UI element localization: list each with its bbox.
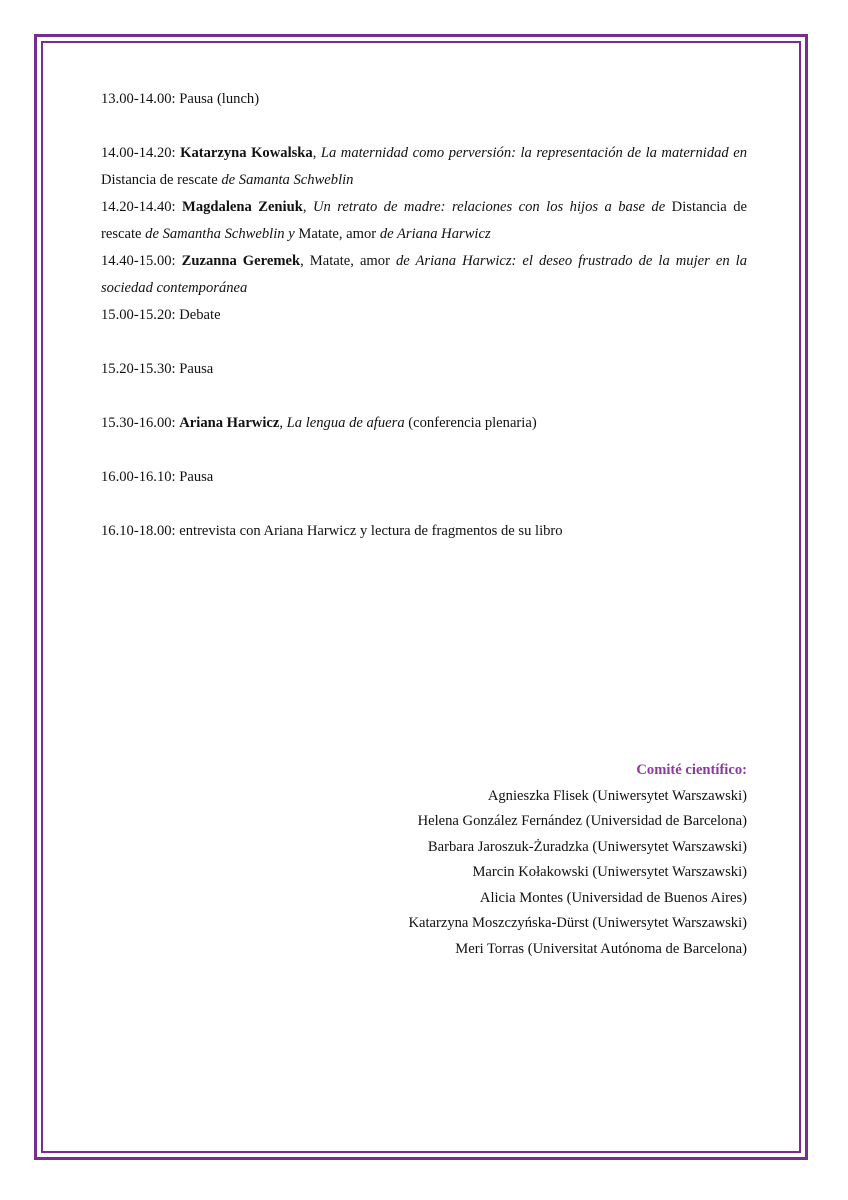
talk-title-italic: La maternidad como perversión: la representación de la maternidad en — [320, 145, 747, 161]
committee-member: Marcin Kołakowski (Uniwersytet Warszawski) — [472, 864, 747, 880]
entry-text: , Matate, amor — [300, 253, 396, 269]
committee-member: Meri Torras (Universitat Autónoma de Barcelona) — [455, 940, 747, 957]
entry-text: , — [312, 145, 321, 161]
entry-text: , — [279, 415, 287, 431]
entry-text: , — [302, 199, 313, 215]
committee-member: Barbara Jaroszuk-Żuradzka (Uniwersytet Warszawski) — [427, 838, 747, 855]
committee-member: Katarzyna Moszczyńska-Dürst (Uniwersytet Warszawski) — [408, 915, 747, 931]
speaker-name: Ariana Harwicz — [179, 415, 280, 431]
entry-text: entrevista con Ariana Harwicz y lectura de fragmentos de su libro — [175, 523, 563, 539]
entry-text: Distancia de rescate — [101, 172, 222, 188]
schedule-entry — [101, 194, 747, 248]
entry-time: 13.00-14.00: — [101, 91, 176, 107]
talk-title-italic: Un retrato de madre: relaciones con los hijos a base de — [312, 199, 666, 215]
scientific-committee — [247, 758, 747, 962]
schedule-entry — [101, 518, 747, 545]
speaker-name: Katarzyna Kowalska — [180, 145, 313, 161]
entry-time: 15.30-16.00: — [101, 415, 176, 431]
schedule-entry — [101, 140, 747, 194]
entry-time: 14.20-14.40: — [101, 199, 176, 215]
committee-title: Comité científico: — [636, 762, 747, 778]
schedule-entry — [101, 410, 747, 437]
program-schedule — [101, 86, 747, 545]
entry-text: Matate, amor — [294, 226, 380, 242]
schedule-entry — [101, 86, 747, 113]
schedule-entry — [101, 302, 747, 329]
committee-member: Helena González Fernández (Universidad de Barcelona) — [417, 813, 747, 829]
entry-text: Pausa — [175, 361, 214, 377]
entry-time: 14.40-15.00: — [101, 253, 176, 269]
entry-text: Pausa (lunch) — [175, 91, 260, 107]
talk-title-italic: de Samanta Schweblin — [221, 172, 354, 188]
speaker-name: Zuzanna Geremek — [181, 253, 301, 269]
talk-title-italic: de Ariana Harwicz — [379, 226, 491, 242]
entry-text: Distancia de rescate — [101, 199, 748, 242]
entry-text: (conferencia plenaria) — [404, 415, 537, 431]
entry-time: 15.00-15.20: — [101, 307, 176, 323]
talk-title-italic: La lengua de afuera — [286, 415, 405, 431]
entry-time: 15.20-15.30: — [101, 361, 176, 377]
committee-member: Alicia Montes (Universidad de Buenos Aires) — [479, 889, 747, 906]
schedule-entry — [101, 248, 747, 302]
entry-text: Debate — [175, 307, 221, 323]
entry-time: 16.10-18.00: — [101, 523, 176, 539]
committee-member: Agnieszka Flisek (Uniwersytet Warszawski) — [487, 787, 747, 804]
schedule-entry — [101, 464, 747, 491]
entry-time: 14.00-14.20: — [101, 145, 176, 161]
speaker-name: Magdalena Zeniuk — [182, 199, 303, 215]
entry-text: Pausa — [175, 469, 214, 485]
talk-title-italic: de Ariana Harwicz: el deseo frustrado de la mujer en la sociedad contemporánea — [101, 253, 747, 296]
talk-title-italic: de Samantha Schweblin y — [145, 226, 295, 242]
schedule-entry — [101, 356, 747, 383]
entry-time: 16.00-16.10: — [101, 469, 176, 485]
